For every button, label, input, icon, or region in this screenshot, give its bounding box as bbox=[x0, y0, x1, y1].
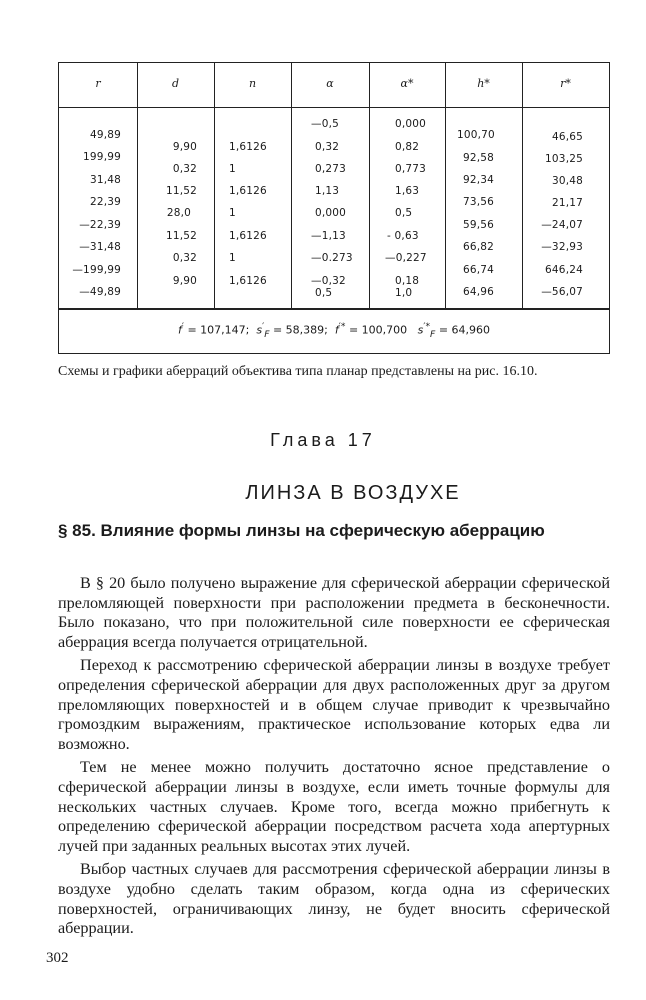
footer-divider bbox=[59, 308, 609, 310]
formula-s-value: = 58,389; bbox=[272, 323, 328, 337]
cell-r-star: 21,17 bbox=[551, 197, 583, 209]
cell-alpha: —0,32 bbox=[311, 275, 346, 287]
focal-formula: f′ = 107,147; $s'_F = 58,389$; f′* = 100,700 $s^{'*}_F = 64,960$ bbox=[177, 321, 491, 340]
column-divider bbox=[291, 63, 292, 308]
body-text bbox=[58, 574, 610, 943]
formula-s2: s bbox=[417, 323, 424, 337]
cell-d: 9,90 bbox=[172, 275, 197, 287]
cell-alpha: 0,273 bbox=[315, 163, 347, 175]
paragraph: В § 20 было получено выражение для сферической аберрации сферической преломляющей поверхности при расположении предмета в бесконечности. Было показано, что при положительной силе поверхности ее сферическая аберрация всегда получается отрицательной. bbox=[58, 574, 610, 651]
cell-alpha-star: 0,82 bbox=[395, 141, 420, 153]
formula-f2-value: = 100,700 bbox=[348, 323, 408, 337]
cell-h-star: 100,70 bbox=[457, 129, 495, 141]
cell-alpha-star: 0,5 bbox=[395, 207, 413, 219]
cell-n: 1,6126 bbox=[229, 230, 267, 242]
cell-r: 31,48 bbox=[89, 174, 121, 186]
formula-f-value: = 107,147; bbox=[187, 323, 250, 337]
cell-d: 0,32 bbox=[172, 163, 197, 175]
cell-alpha: —0.273 bbox=[311, 252, 353, 264]
formula-f2: f bbox=[334, 323, 339, 337]
cell-n: 1,6126 bbox=[229, 141, 267, 153]
cell-h-star: 59,56 bbox=[463, 219, 495, 231]
cell-r: 22,39 bbox=[89, 196, 121, 208]
cell-r-star: —32,93 bbox=[541, 241, 583, 253]
cell-d: 0,32 bbox=[172, 252, 197, 264]
cell-r: 199,99 bbox=[83, 151, 121, 163]
cell-r-star: —24,07 bbox=[541, 219, 583, 231]
column-divider bbox=[137, 63, 138, 308]
lens-data-table bbox=[58, 62, 610, 354]
cell-alpha: —1,13 bbox=[311, 230, 346, 242]
paragraph: Тем не менее можно получить достаточно ясное представление о сферической аберрации линзы в воздухе, если иметь точные формулы для нескольких частных случаев. Кроме того, всегда можно прибегнуть к определению сферической аберрации посредством расчета хода апертурных лучей при заданных реальных высотах этих лучей. bbox=[58, 758, 610, 855]
cell-h-star: 64,96 bbox=[463, 286, 495, 298]
table-caption: Схемы и графики аберраций объектива типа планар представлены на рис. 16.10. bbox=[58, 364, 538, 379]
cell-r: 49,89 bbox=[89, 129, 121, 141]
column-divider bbox=[522, 63, 523, 308]
cell-alpha: 0,000 bbox=[315, 207, 347, 219]
cell-r: —49,89 bbox=[79, 286, 121, 298]
cell-n: 1,6126 bbox=[229, 185, 267, 197]
header-h-star: h* bbox=[477, 77, 490, 90]
cell-alpha-star: 0,000 bbox=[395, 118, 427, 130]
cell-alpha-star: 1,0 bbox=[395, 287, 413, 299]
cell-n: 1,6126 bbox=[229, 275, 267, 287]
cell-d: 11,52 bbox=[165, 185, 197, 197]
cell-alpha: —0,5 bbox=[311, 118, 339, 130]
cell-alpha: 0,32 bbox=[315, 141, 340, 153]
cell-r: —199,99 bbox=[72, 264, 121, 276]
cell-n: 1 bbox=[229, 207, 236, 219]
cell-alpha-star: 0,18 bbox=[395, 275, 420, 287]
cell-alpha-star: —0,227 bbox=[385, 252, 427, 264]
cell-alpha: 1,13 bbox=[315, 185, 340, 197]
cell-d: 11,52 bbox=[165, 230, 197, 242]
cell-alpha-star: - 0,63 bbox=[387, 230, 419, 242]
formula-s-sub: F bbox=[264, 328, 270, 340]
formula-s2-sub: F bbox=[430, 328, 436, 340]
cell-r-star: —56,07 bbox=[541, 286, 583, 298]
cell-r-star: 30,48 bbox=[551, 175, 583, 187]
chapter-title: ЛИНЗА В ВОЗДУХЕ bbox=[245, 482, 461, 504]
header-d: d bbox=[171, 77, 180, 90]
column-divider bbox=[369, 63, 370, 308]
cell-r-star: 646,24 bbox=[545, 264, 583, 276]
cell-r-star: 103,25 bbox=[545, 153, 583, 165]
formula-f: f bbox=[177, 323, 182, 337]
cell-h-star: 92,58 bbox=[463, 152, 495, 164]
header-alpha: α bbox=[326, 77, 334, 90]
page-number: 302 bbox=[46, 950, 69, 966]
cell-r: —31,48 bbox=[79, 241, 121, 253]
cell-alpha-star: 0,773 bbox=[395, 163, 427, 175]
column-divider bbox=[214, 63, 215, 308]
header-n: n bbox=[248, 77, 257, 90]
cell-d: 9,90 bbox=[172, 141, 197, 153]
cell-n: 1 bbox=[229, 163, 236, 175]
cell-h-star: 66,82 bbox=[463, 241, 495, 253]
formula-s2-value: = 64,960 bbox=[438, 323, 491, 337]
header-divider bbox=[59, 107, 609, 108]
paragraph: Выбор частных случаев для рассмотрения сферической аберрации линзы в воздухе удобно сделать таким образом, когда одна из сферических поверхностей, ограничивающих линзу, не будет вносить сферической аберрации. bbox=[58, 860, 610, 938]
cell-r: —22,39 bbox=[79, 219, 121, 231]
cell-alpha-star: 1,63 bbox=[395, 185, 420, 197]
formula-s: s bbox=[256, 323, 263, 337]
chapter-heading: Глава 17 bbox=[270, 430, 376, 450]
section-heading: § 85. Влияние формы линзы на сферическую аберрацию bbox=[58, 521, 545, 540]
cell-r-star: 46,65 bbox=[551, 131, 583, 143]
cell-d: 28,0 bbox=[166, 207, 191, 219]
column-divider bbox=[445, 63, 446, 308]
cell-h-star: 73,56 bbox=[463, 196, 495, 208]
header-alpha-star: α* bbox=[400, 77, 414, 90]
cell-h-star: 92,34 bbox=[463, 174, 495, 186]
header-r: r bbox=[95, 77, 101, 90]
header-r-star: r* bbox=[560, 77, 571, 90]
cell-n: 1 bbox=[229, 252, 236, 264]
paragraph: Переход к рассмотрению сферической аберрации линзы в воздухе требует определения сферической аберрации для двух расположенных друг за другом преломляющих поверхностей и в общем случае приводит к чрезвычайно громоздким выражениям, практическое использование которых едва ли возможно. bbox=[58, 656, 610, 753]
cell-h-star: 66,74 bbox=[463, 264, 495, 276]
cell-alpha: 0,5 bbox=[315, 287, 333, 299]
